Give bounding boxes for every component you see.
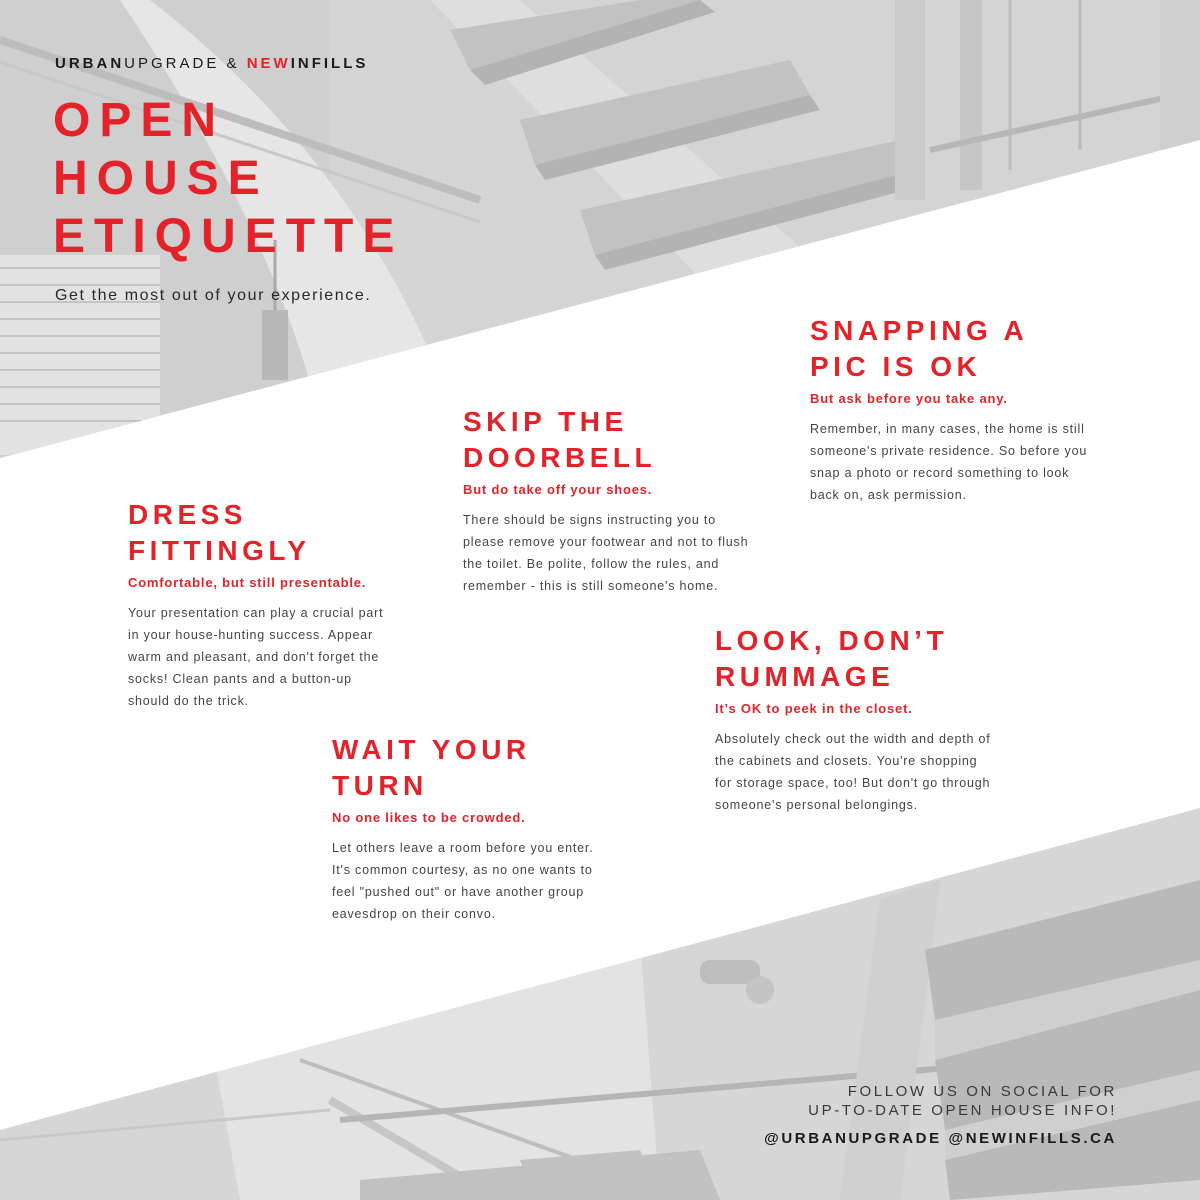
tip-body-line: There should be signs instructing you to xyxy=(463,513,716,527)
social-handles[interactable]: @URBANUPGRADE @NEWINFILLS.CA xyxy=(764,1130,1117,1147)
social-footer xyxy=(764,1082,1117,1147)
tip-body xyxy=(810,418,1087,506)
tip-body xyxy=(128,602,383,712)
brand-upgrade: UPGRADE xyxy=(124,55,220,72)
tip-body-line: the cabinets and closets. You're shopping xyxy=(715,754,978,768)
tip-body-line: the toilet. Be polite, follow the rules, and xyxy=(463,557,720,571)
tip-title xyxy=(715,623,991,695)
brand-urban: URBAN xyxy=(55,55,125,72)
tip-body-line: someone's private residence. So before you xyxy=(810,444,1088,458)
tip-dress-fittingly xyxy=(128,497,383,712)
brand-infills: INFILLS xyxy=(290,55,369,72)
tip-body-line: It's common courtesy, as no one wants to xyxy=(332,863,593,877)
brand-amp: & xyxy=(219,55,247,72)
tip-subtitle: But ask before you take any. xyxy=(810,391,1008,406)
tip-title-line: SNAPPING A xyxy=(810,315,1029,346)
tip-title xyxy=(332,732,593,804)
tip-subtitle: Comfortable, but still presentable. xyxy=(128,575,367,590)
tip-subtitle: But do take off your shoes. xyxy=(463,482,653,497)
tip-title-line: DRESS xyxy=(128,499,247,530)
tip-body xyxy=(332,837,593,925)
brand-line xyxy=(55,55,368,72)
tip-body-line: socks! Clean pants and a button-up xyxy=(128,672,352,686)
tip-title-line: LOOK, DON’T xyxy=(715,625,949,656)
tip-title-line: SKIP THE xyxy=(463,406,628,437)
tip-title-line: PIC IS OK xyxy=(810,351,982,382)
tip-body-line: for storage space, too! But don't go through xyxy=(715,776,991,790)
tip-body-line: Let others leave a room before you enter. xyxy=(332,841,594,855)
tip-title-line: FITTINGLY xyxy=(128,535,311,566)
tip-body-line: feel "pushed out" or have another group xyxy=(332,885,585,899)
tip-body-line: Absolutely check out the width and depth of xyxy=(715,732,991,746)
tip-body-line: in your house-hunting success. Appear xyxy=(128,628,374,642)
tip-body xyxy=(715,728,991,816)
title-line: ETIQUETTE xyxy=(53,210,404,263)
tip-title xyxy=(128,497,383,569)
tip-body-line: snap a photo or record something to look xyxy=(810,466,1070,480)
title-line: HOUSE xyxy=(53,152,269,205)
tip-wait-your-turn xyxy=(332,732,593,925)
page-subtitle: Get the most out of your experience. xyxy=(55,287,372,304)
tip-look-dont-rummage xyxy=(715,623,991,816)
tip-title xyxy=(810,313,1087,385)
tip-body-line: please remove your footwear and not to flush xyxy=(463,535,749,549)
follow-line: UP-TO-DATE OPEN HOUSE INFO! xyxy=(808,1102,1117,1119)
tip-body-line: warm and pleasant, and don't forget the xyxy=(128,650,380,664)
tip-snapping-a-pic xyxy=(810,313,1087,506)
title-line: OPEN xyxy=(53,94,226,147)
tip-skip-the-doorbell xyxy=(463,404,748,597)
tip-subtitle: No one likes to be crowded. xyxy=(332,810,526,825)
tip-subtitle: It’s OK to peek in the closet. xyxy=(715,701,913,716)
tip-title-line: DOORBELL xyxy=(463,442,657,473)
tip-title-line: RUMMAGE xyxy=(715,661,895,692)
tip-title-line: TURN xyxy=(332,770,428,801)
page-title xyxy=(53,92,403,266)
brand-new: NEW xyxy=(246,55,291,72)
tip-body-line: back on, ask permission. xyxy=(810,488,967,502)
tip-body-line: should do the trick. xyxy=(128,694,249,708)
tip-body-line: remember - this is still someone's home. xyxy=(463,579,719,593)
tip-title-line: WAIT YOUR xyxy=(332,734,531,765)
tip-body-line: someone's personal belongings. xyxy=(715,798,918,812)
tip-body xyxy=(463,509,748,597)
tip-title xyxy=(463,404,748,476)
tip-body-line: Remember, in many cases, the home is still xyxy=(810,422,1085,436)
tip-body-line: eavesdrop on their convo. xyxy=(332,907,496,921)
tip-body-line: Your presentation can play a crucial part xyxy=(128,606,384,620)
follow-line: FOLLOW US ON SOCIAL FOR xyxy=(847,1083,1117,1100)
